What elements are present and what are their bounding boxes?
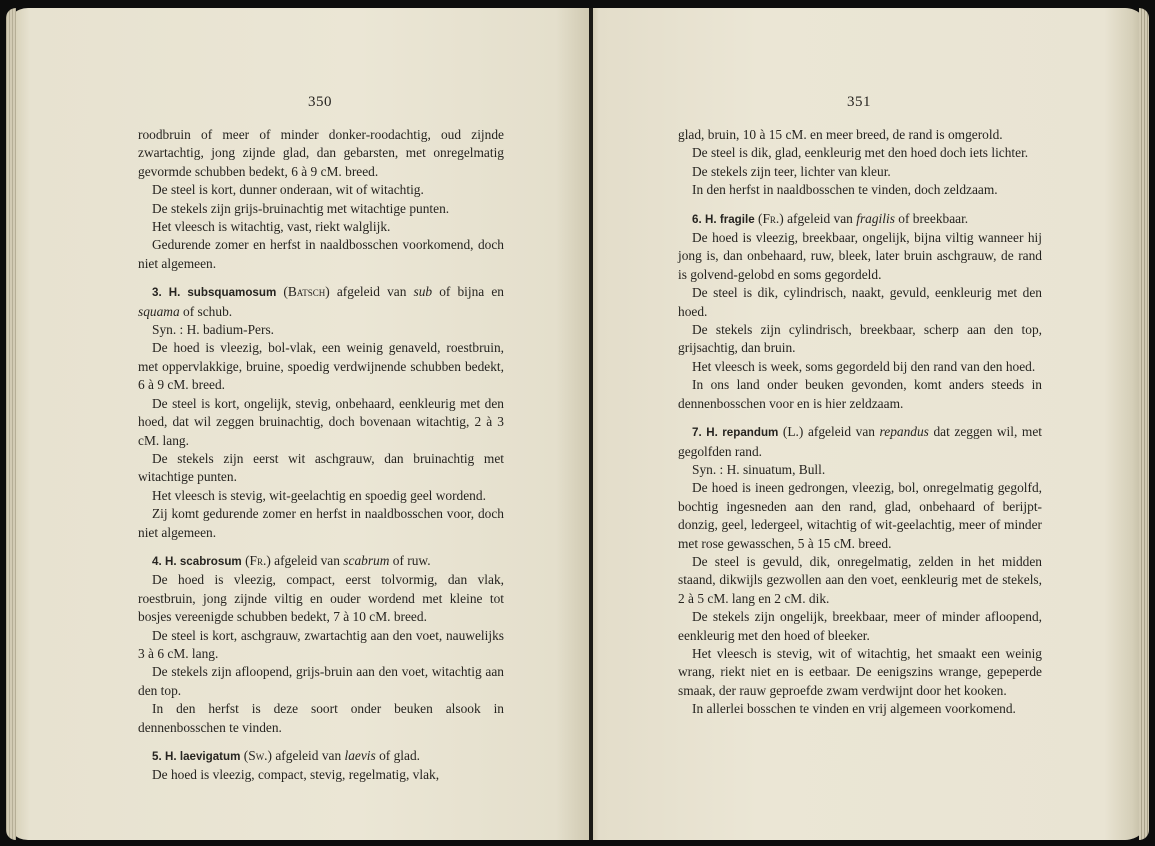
paragraph: Syn. : H. badium-Pers. [152,322,274,338]
continuation-paragraph: glad, bruin, 10 à 15 cM. en meer breed, de rand is omgerold. [678,127,1003,142]
paragraph: Zij komt gedurende zomer en herfst in naaldbosschen voor, doch niet algemeen. [138,506,504,540]
authority-bracket: ) [325,284,330,300]
book-gutter [589,8,593,840]
paragraph: De steel is dik, glad, eenkleurig met den hoed doch iets lichter. [692,145,1029,161]
left-page-number: 350 [308,94,332,110]
latin-root: scabrum [343,552,390,568]
etymology-text: of schub. [179,303,233,319]
right-page-text [678,126,1042,719]
etymology-text: afgeleid van [803,424,880,440]
paragraph: De steel is dik, cylindrisch, naakt, gevuld, eenkleurig met den hoed. [678,285,1042,319]
species-authority: (Fr.) [758,210,784,226]
species-number: 7. [692,426,702,440]
left-page-edge [6,8,16,840]
species-authority: Batsch [287,284,326,300]
etymology-text: of ruw. [389,552,431,568]
species-authority: (L.) [782,424,804,440]
species-name: H. repandum [706,426,779,440]
paragraph: De hoed is vleezig, compact, eerst tolvormig, dan vlak, roestbruin, jong zijnde viltig en ouder wordend met kleine tot bosjes vereenigde schubben bedekt, 7 à 10 cM. breed. [138,572,504,625]
paragraph: De hoed is vleezig, breekbaar, ongelijk, bijna viltig wanneer hij jong is, dan onbehaard, ruw, bleek, later bruin aschgrauw, de rand is golvend-gelobd en soms gegordeld. [678,230,1042,282]
open-book [6,8,1149,840]
paragraph: De hoed is vleezig, bol-vlak, een weinig genaveld, roestbruin, met oppervlakkige, bruine, spoedig verdwijnende schubben bedekt, 6 à 9 cM. breed. [138,340,504,393]
paragraph: De steel is gevuld, dik, onregelmatig, zelden in het midden staand, dikwijls gezwollen aan den voet, eenkleurig met de stekels, 2 à 5 cM. lang en 2 cM. dik. [678,553,1042,606]
paragraph: De stekels zijn cylindrisch, breekbaar, scherp aan den top, grijsachtig, dan bruin. [678,322,1042,356]
etymology-text: afgeleid van [272,748,345,763]
paragraph: In den herfst in naaldbosschen te vinden, doch zeldzaam. [692,182,998,198]
species-authority: (Fr.) [245,552,271,568]
species-name: H. subsquamosum [168,286,277,300]
paragraph: De steel is kort, dunner onderaan, wit of witachtig. [152,182,424,198]
etymology-text: afgeleid van [329,284,414,300]
etymology-text: of glad. [375,748,420,763]
species-number: 3. [152,286,162,300]
continuation-paragraph: roodbruin of meer of minder donker-roodachtig, oud zijnde zwartachtig, jong zijnde glad, dan gebarsten, met onregelmatig gevormde schubben bedekt, 6 à 9 cM. breed. [138,127,504,179]
right-page-edge [1139,8,1149,840]
right-page-number: 351 [847,94,871,110]
right-page [591,8,1149,840]
paragraph: In ons land onder beuken gevonden, komt anders steeds in dennenbosschen voor en is hier zeldzaam. [678,377,1042,411]
paragraph: De stekels zijn grijs-bruinachtig met witachtige punten. [152,200,450,216]
species-number: 6. [692,212,702,226]
paragraph: De steel is kort, ongelijk, stevig, onbehaard, eenkleurig met den hoed, dat wil zeggen bruinachtig, doch bovenaan witachtig, 2 à 3 cM. lang. [138,395,504,448]
species-heading-7 [678,423,1042,461]
etymology-text: afgeleid van [783,210,857,226]
species-heading-4 [138,552,504,571]
species-number: 5. [152,750,162,763]
paragraph: De hoed is vleezig, compact, stevig, regelmatig, vlak, [152,767,440,783]
latin-root: fragilis [856,210,895,226]
paragraph: De steel is kort, aschgrauw, zwartachtig aan den voet, nauwelijks 3 à 6 cM. lang. [138,627,504,661]
left-page [6,8,591,840]
species-heading-5 [138,747,504,766]
paragraph: Het vleesch is week, soms gegordeld bij den rand van den hoed. [692,358,1036,374]
paragraph: Het vleesch is stevig, wit of witachtig, het smaakt een weinig wrang, riekt niet en is eetbaar. De eenigszins wrange, gepeperde smaak, der rauw geproefde zwam verdwijnt door het kooken. [678,645,1042,698]
species-number: 4. [152,554,162,568]
paragraph: De stekels zijn teer, lichter van kleur. [692,163,891,179]
authority-bracket: ( [283,284,288,300]
paragraph: De stekels zijn afloopend, grijs-bruin aan den voet, witachtig aan den top. [138,664,504,698]
paragraph: In allerlei bosschen te vinden en vrij algemeen voorkomend. [692,701,1016,717]
species-name: H. laevigatum [165,750,241,763]
species-name: H. fragile [705,212,755,226]
species-heading-3 [138,283,504,321]
etymology-text: afgeleid van [270,552,344,568]
latin-root: squama [138,303,180,319]
paragraph: De stekels zijn ongelijk, breekbaar, meer of minder afloopend, eenkleurig met den hoed of bleeker. [678,609,1042,643]
paragraph: Syn. : H. sinuatum, Bull. [692,461,826,477]
paragraph: In den herfst is deze soort onder beuken alsook in dennenbosschen te vinden. [138,701,504,735]
species-name: H. scabrosum [165,554,242,568]
paragraph: Het vleesch is witachtig, vast, riekt walglijk. [152,219,391,235]
etymology-text: of bijna en [432,284,504,300]
paragraph: Het vleesch is stevig, wit-geelachtig en spoedig geel wordend. [152,487,486,503]
paragraph: Gedurende zomer en herfst in naaldbosschen voorkomend, doch niet algemeen. [138,237,504,271]
left-page-text [138,126,504,785]
latin-root: sub [413,284,433,300]
latin-root: laevis [344,748,376,763]
etymology-text: of breekbaar. [894,210,969,226]
paragraph: De stekels zijn eerst wit aschgrauw, dan bruinachtig met witachtige punten. [138,450,504,485]
latin-root: repandus [879,424,929,440]
species-heading-6 [678,210,1042,229]
paragraph: De hoed is ineen gedrongen, vleezig, bol, onregelmatig gegolfd, bochtig ingesneden aan den rand, glad, onbehaard of berijpt-donzig, geel, ledergeel, witachtig of wit-geelachtig, meer of minder met rose gewasschen, 5 à 15 cM. breed. [678,480,1042,551]
etymology-text: dat zeggen wil, met gegolfden rand. [678,424,1042,459]
species-authority: (Sw.) [243,748,272,763]
